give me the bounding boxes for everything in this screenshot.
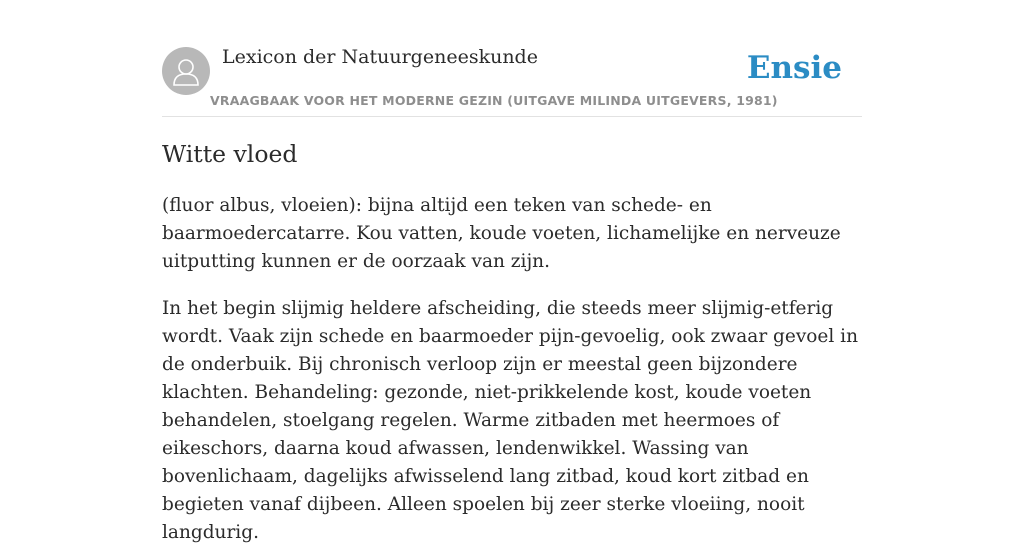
entry-paragraph: In het begin slijmig heldere afscheiding, die steeds meer slijmig-etferig wordt. Vaak zijn schede en baarmoeder pijn-gevoelig, ook zwaar gevoel in de onderbuik. Bij chronisch verloop zijn er meestal geen bijzondere klachten. Behandeling: gezonde, niet-prikkelende kost, koude voeten behandelen, stoelgang regelen. Warme zitbaden met heermoes of eikeschors, daarna koud afwassen, lendenwikkel. Wassing van bovenlichaam, dagelijks afwisselend lang zitbad, koud kort zitbad en begieten vanaf dijbeen. Alleen spoelen bij zeer sterke vloeiing, nooit langdurig. bbox=[162, 298, 858, 543]
entry-content bbox=[162, 138, 867, 547]
user-icon[interactable] bbox=[162, 47, 210, 95]
ensie-logo[interactable]: Ensie bbox=[746, 50, 842, 86]
book-title[interactable]: Lexicon der Natuurgeneeskunde bbox=[222, 46, 538, 68]
book-subtitle: VRAAGBAAK VOOR HET MODERNE GEZIN (UITGAVE MILINDA UITGEVERS, 1981) bbox=[210, 93, 778, 108]
book-header bbox=[162, 44, 862, 117]
entry-title: Witte vloed bbox=[162, 140, 298, 168]
entry-paragraph: (fluor albus, vloeien): bijna altijd een teken van schede- en baarmoedercatarre. Kou vatten, koude voeten, lichamelijke en nerveuze uitputting kunnen er de oorzaak van zijn. bbox=[162, 195, 841, 272]
